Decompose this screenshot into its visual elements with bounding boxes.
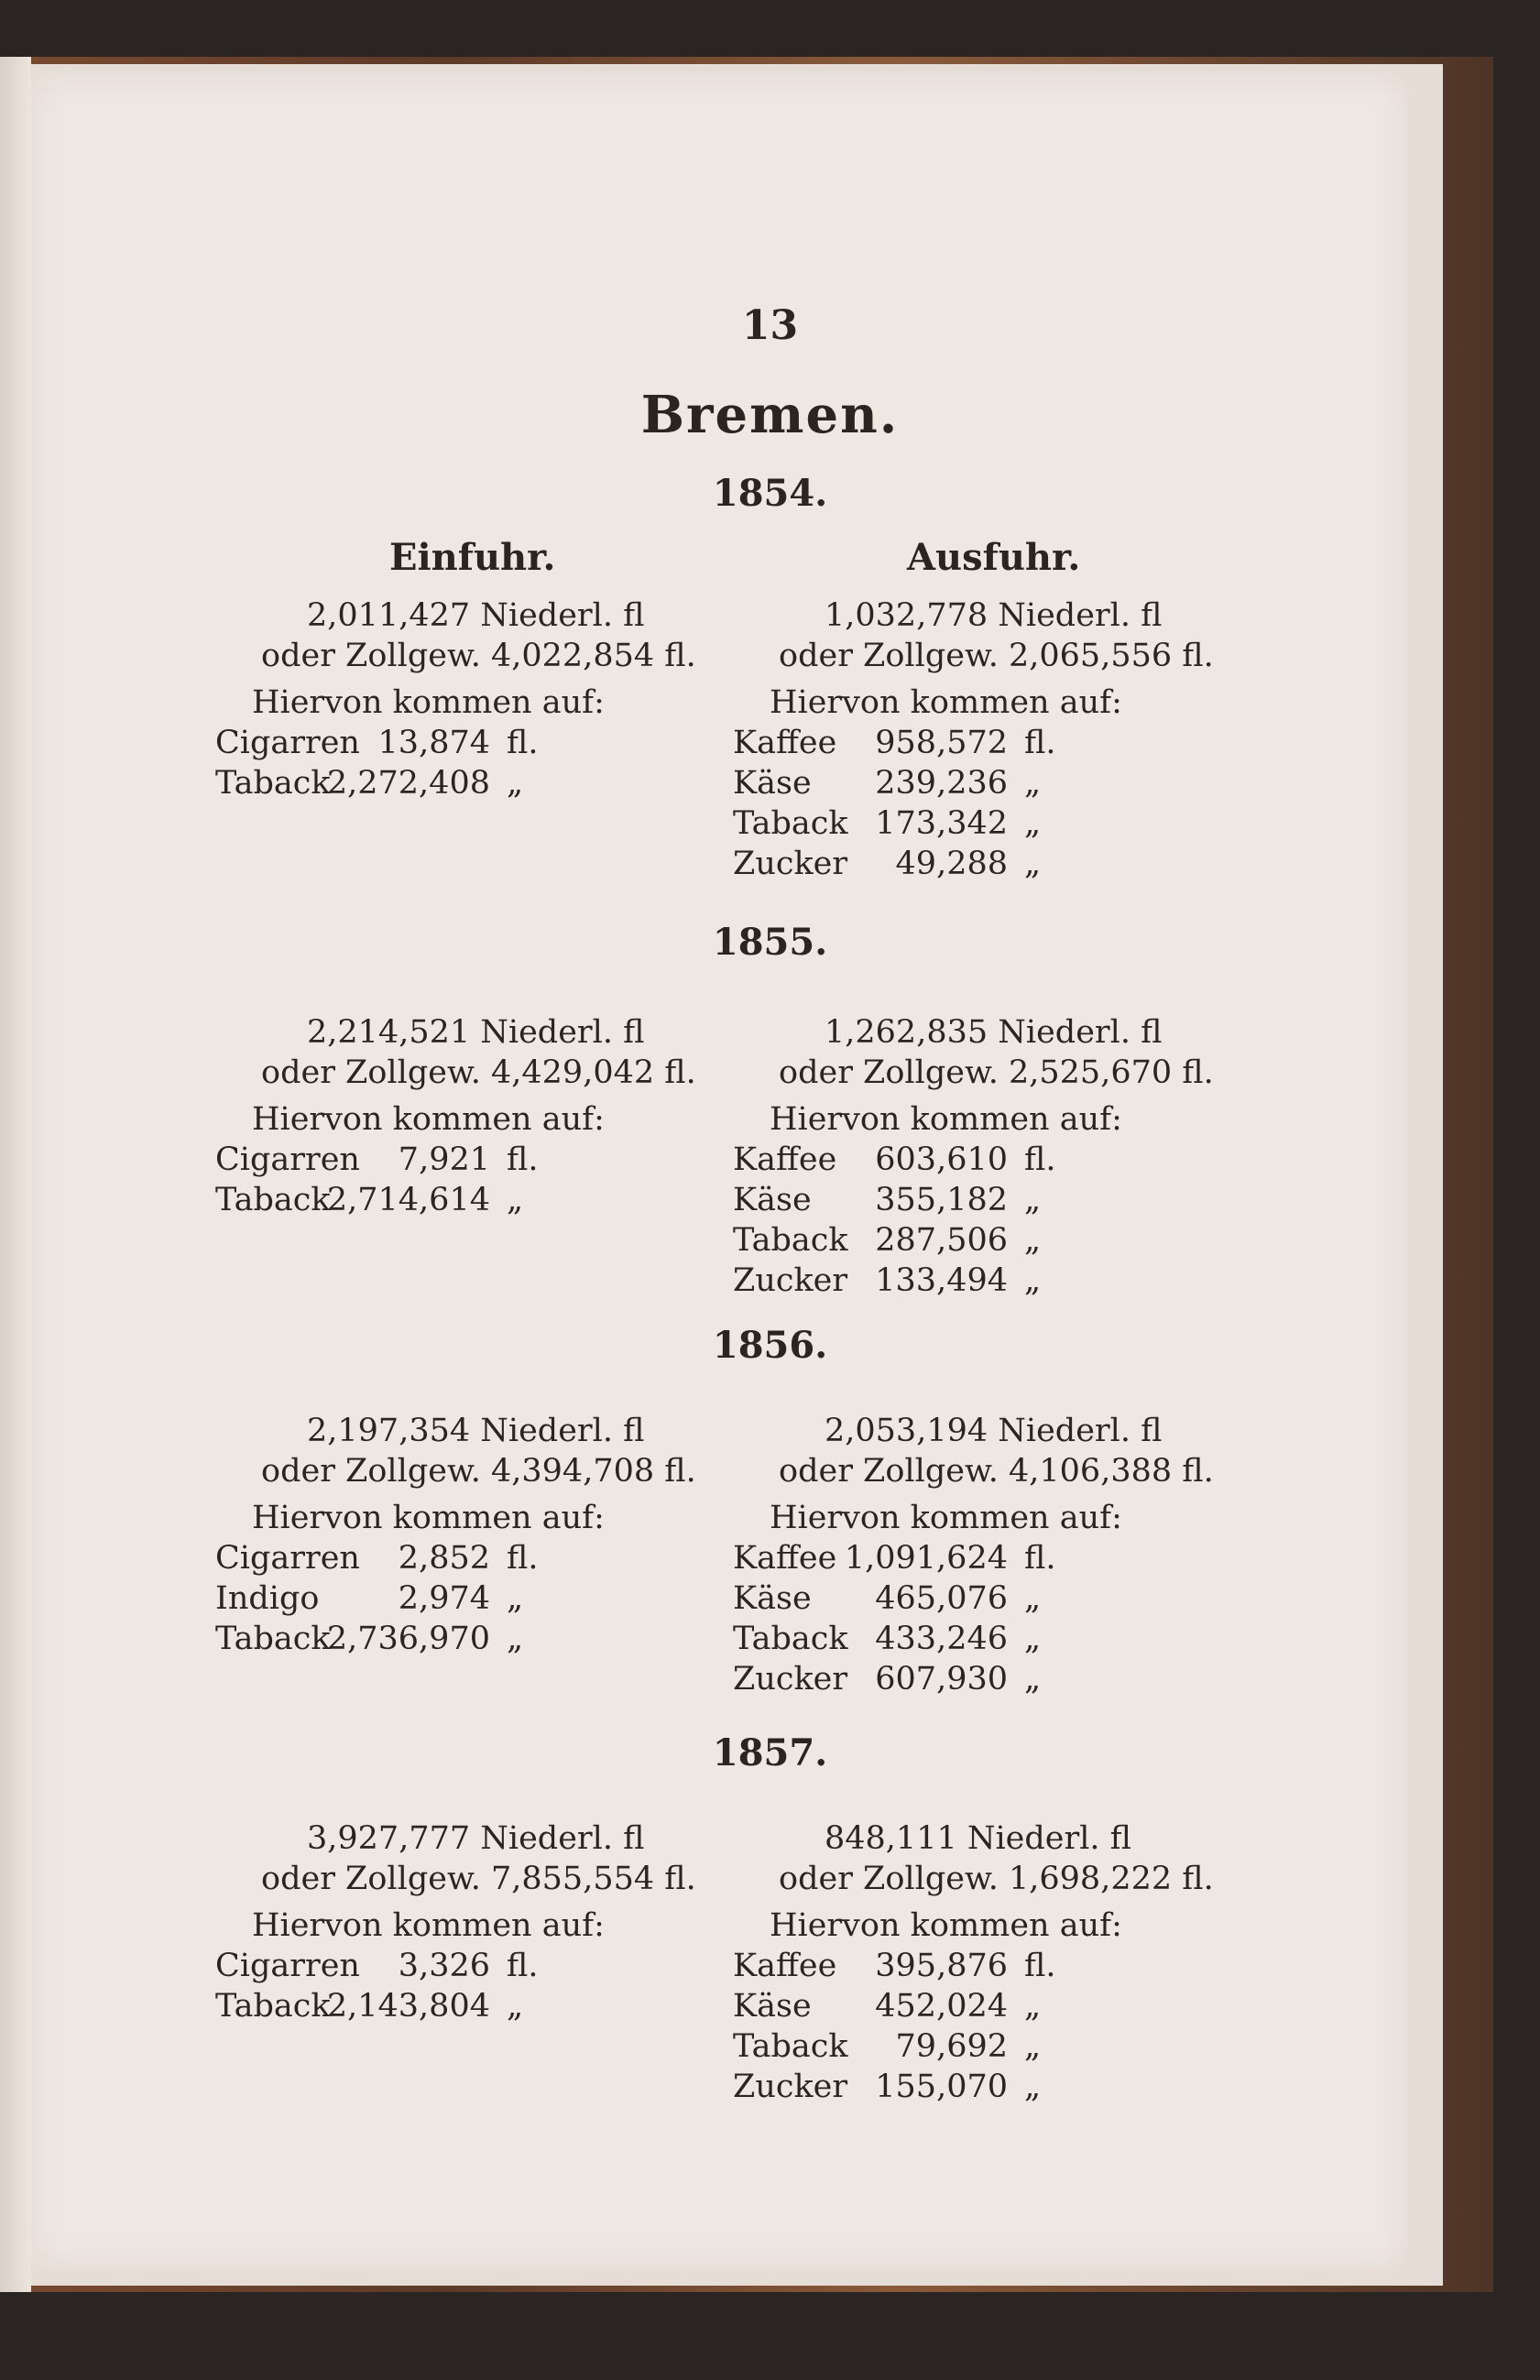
ausfuhr-item-row — [733, 1661, 1063, 1700]
item-value: 287,506 — [875, 1222, 1008, 1259]
ausfuhr-total-niederl: 1,262,835 Niederl. fl — [825, 1014, 1163, 1051]
item-name: Cigarren — [215, 725, 360, 761]
item-name: Käse — [733, 765, 812, 802]
ausfuhr-item-row — [733, 765, 1063, 804]
item-name: Taback — [215, 1988, 331, 2025]
item-name: Taback — [733, 1621, 848, 1657]
item-unit: fl. — [1024, 1948, 1056, 1984]
item-unit: „ — [1024, 1182, 1042, 1218]
einfuhr-item-row — [215, 1182, 545, 1221]
item-value: 133,494 — [875, 1262, 1008, 1299]
item-unit: „ — [1024, 2028, 1042, 2065]
item-value: 79,692 — [895, 2028, 1008, 2065]
item-unit: „ — [507, 1182, 524, 1218]
item-value: 2,143,804 — [326, 1988, 490, 2025]
item-unit: „ — [1024, 805, 1042, 842]
einfuhr-item-row — [215, 1950, 545, 1987]
item-name: Kaffee — [733, 1141, 837, 1178]
item-unit: „ — [1024, 2069, 1042, 2105]
item-name: Zucker — [733, 1661, 848, 1698]
item-value: 2,736,970 — [326, 1621, 490, 1657]
item-value: 607,930 — [875, 1661, 1008, 1698]
item-value: 155,070 — [875, 2069, 1008, 2105]
item-name: Taback — [215, 1621, 331, 1657]
item-unit: fl. — [1024, 1540, 1056, 1577]
item-unit: „ — [507, 765, 524, 802]
item-unit: „ — [507, 1988, 524, 2025]
item-name: Cigarren — [215, 1948, 360, 1984]
einfuhr-item-row — [215, 1540, 545, 1579]
einfuhr-total-niederl: 2,214,521 Niederl. fl — [307, 1014, 645, 1051]
item-name: Zucker — [733, 2069, 848, 2105]
item-name: Taback — [215, 1182, 331, 1218]
year-heading: 1855. — [712, 921, 828, 964]
item-unit: „ — [1024, 1222, 1042, 1259]
item-value: 13,874 — [377, 725, 490, 761]
ausfuhr-item-row — [733, 727, 1063, 764]
ausfuhr-hiervon-label: Hiervon kommen auf: — [770, 1907, 1122, 1944]
ausfuhr-item-row — [733, 2028, 1063, 2068]
item-unit: fl. — [1024, 1141, 1056, 1178]
item-unit: fl. — [1024, 725, 1056, 761]
column-heading-ausfuhr: Ausfuhr. — [907, 536, 1081, 579]
item-unit: „ — [1024, 1988, 1042, 2025]
item-name: Käse — [733, 1988, 812, 2025]
item-name: Taback — [733, 2028, 848, 2065]
item-value: 465,076 — [875, 1580, 1008, 1617]
ausfuhr-item-row — [733, 1580, 1063, 1620]
item-value: 49,288 — [895, 846, 1008, 882]
einfuhr-hiervon-label: Hiervon kommen auf: — [252, 684, 605, 721]
ausfuhr-total-zollgew: oder Zollgew. 4,106,388 fl. — [779, 1453, 1214, 1490]
ausfuhr-item-row — [733, 1623, 1063, 1660]
einfuhr-hiervon-label: Hiervon kommen auf: — [252, 1101, 605, 1138]
item-value: 958,572 — [875, 725, 1008, 761]
ausfuhr-hiervon-label: Hiervon kommen auf: — [770, 1500, 1122, 1536]
item-value: 1,091,624 — [844, 1540, 1008, 1577]
page-title: Bremen. — [640, 385, 900, 445]
item-value: 239,236 — [875, 765, 1008, 802]
item-name: Zucker — [733, 846, 848, 882]
item-unit: „ — [1024, 846, 1042, 882]
item-name: Indigo — [215, 1580, 320, 1617]
ausfuhr-hiervon-label: Hiervon kommen auf: — [770, 684, 1122, 721]
ausfuhr-hiervon-label: Hiervon kommen auf: — [770, 1101, 1122, 1138]
item-name: Cigarren — [215, 1141, 360, 1178]
item-unit: „ — [1024, 1661, 1042, 1698]
item-unit: „ — [1024, 765, 1042, 802]
item-unit: fl. — [507, 1141, 539, 1178]
item-unit: fl. — [507, 1948, 539, 1984]
ausfuhr-item-row — [733, 1262, 1063, 1302]
einfuhr-hiervon-label: Hiervon kommen auf: — [252, 1500, 605, 1536]
ausfuhr-total-niederl: 1,032,778 Niederl. fl — [825, 597, 1163, 634]
item-name: Zucker — [733, 1262, 848, 1299]
ausfuhr-total-niederl: 848,111 Niederl. fl — [825, 1820, 1132, 1857]
item-name: Taback — [733, 805, 848, 842]
item-value: 603,610 — [875, 1141, 1008, 1178]
item-name: Kaffee — [733, 1948, 837, 1984]
item-name: Kaffee — [733, 725, 837, 761]
item-name: Käse — [733, 1182, 812, 1218]
einfuhr-hiervon-label: Hiervon kommen auf: — [252, 1907, 605, 1944]
ausfuhr-item-row — [733, 1950, 1063, 1987]
item-name: Kaffee — [733, 1540, 837, 1577]
year-heading: 1854. — [712, 472, 828, 515]
item-value: 433,246 — [875, 1621, 1008, 1657]
einfuhr-total-zollgew: oder Zollgew. 4,394,708 fl. — [261, 1453, 696, 1490]
einfuhr-item-row — [215, 1580, 545, 1620]
item-unit: „ — [1024, 1580, 1042, 1617]
ausfuhr-total-zollgew: oder Zollgew. 2,525,670 fl. — [779, 1054, 1214, 1091]
item-value: 7,921 — [398, 1141, 490, 1178]
einfuhr-total-niederl: 3,927,777 Niederl. fl — [307, 1820, 645, 1857]
item-value: 173,342 — [875, 805, 1008, 842]
item-value: 3,326 — [398, 1948, 490, 1984]
ausfuhr-total-zollgew: oder Zollgew. 1,698,222 fl. — [779, 1861, 1214, 1897]
einfuhr-total-niederl: 2,197,354 Niederl. fl — [307, 1413, 645, 1449]
item-value: 395,876 — [875, 1948, 1008, 1984]
item-unit: fl. — [507, 1540, 539, 1577]
item-value: 452,024 — [875, 1988, 1008, 2025]
ausfuhr-item-row — [733, 2071, 1063, 2108]
item-value: 355,182 — [875, 1182, 1008, 1218]
item-name: Taback — [733, 1222, 848, 1259]
einfuhr-total-zollgew: oder Zollgew. 7,855,554 fl. — [261, 1861, 696, 1897]
ausfuhr-item-row — [733, 1141, 1063, 1181]
item-value: 2,974 — [398, 1580, 490, 1617]
ausfuhr-item-row — [733, 848, 1063, 885]
page-number: 13 — [741, 302, 799, 349]
item-value: 2,272,408 — [326, 765, 490, 802]
item-unit: „ — [507, 1580, 524, 1617]
item-name: Taback — [215, 765, 331, 802]
ausfuhr-item-row — [733, 1222, 1063, 1261]
ausfuhr-total-niederl: 2,053,194 Niederl. fl — [825, 1413, 1163, 1449]
einfuhr-total-niederl: 2,011,427 Niederl. fl — [307, 597, 645, 634]
year-heading: 1857. — [712, 1731, 828, 1774]
einfuhr-item-row — [215, 1988, 545, 2027]
einfuhr-item-row — [215, 1141, 545, 1181]
column-heading-einfuhr: Einfuhr. — [389, 536, 556, 579]
ausfuhr-total-zollgew: oder Zollgew. 2,065,556 fl. — [779, 638, 1214, 674]
ausfuhr-item-row — [733, 1988, 1063, 2027]
ausfuhr-item-row — [733, 1540, 1063, 1579]
item-name: Käse — [733, 1580, 812, 1617]
item-unit: „ — [507, 1621, 524, 1657]
year-heading: 1856. — [712, 1324, 828, 1367]
item-name: Cigarren — [215, 1540, 360, 1577]
ausfuhr-item-row — [733, 805, 1063, 845]
einfuhr-total-zollgew: oder Zollgew. 4,022,854 fl. — [261, 638, 696, 674]
item-unit: „ — [1024, 1621, 1042, 1657]
ausfuhr-item-row — [733, 1182, 1063, 1221]
item-value: 2,714,614 — [326, 1182, 490, 1218]
einfuhr-total-zollgew: oder Zollgew. 4,429,042 fl. — [261, 1054, 696, 1091]
einfuhr-item-row — [215, 765, 545, 804]
einfuhr-item-row — [215, 1623, 545, 1660]
item-unit: „ — [1024, 1262, 1042, 1299]
item-value: 2,852 — [398, 1540, 490, 1577]
einfuhr-item-row — [215, 727, 545, 764]
item-unit: fl. — [507, 725, 539, 761]
